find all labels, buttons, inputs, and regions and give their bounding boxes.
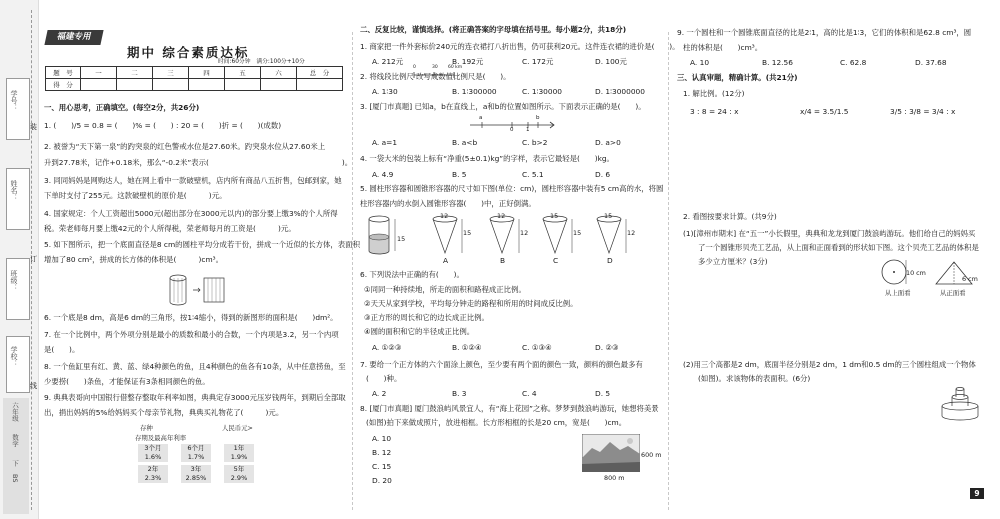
page-title: 期中 综合素质达标 [127,45,250,60]
c3-p1: 1. 解比例。(12分) [683,89,745,98]
rate-period: 5年 [224,465,254,474]
fig-d-diam: 15 [604,212,613,220]
c2-q6-item2: ②天天从家到学校，平均每分钟走的路程和所用的时间成反比例。 [364,299,578,308]
score-entry[interactable] [117,79,153,91]
c2-q2-opt-c: C. 1∶30000 [522,87,562,96]
top-view-diameter: 10 cm [906,269,926,277]
number-line-b: b [536,115,540,121]
front-view-caption: 从正面看 [940,289,966,297]
c3-q9-opt-b: B. 12.56 [762,58,793,67]
score-table-header-row [46,67,343,79]
score-cell: 三 [153,67,189,79]
c3-q9-line2: 柱的体积是( )cm³。 [683,43,763,52]
school-label: 学校： [10,346,18,367]
rate-period: 3个月 [138,444,168,453]
subject-tag: 数学 [11,434,19,447]
c1-q9-line1: 9. 典典表哥向中国银行借整存整取年利率如图，典典定存3000元压岁钱两年，到期后全部取 [44,393,346,402]
c2-q6-opt-d: D. ②③ [595,343,619,352]
score-entry[interactable] [189,79,225,91]
c2-q8-opt-a: A. 10 [372,434,392,443]
fig-a-diam: 12 [440,212,449,220]
c2-q4-opt-a: A. 4.9 [372,170,394,179]
c3-p2-q2-line2: (如图)。求该物体的表面积。(6分) [698,374,811,383]
cut-mark-3: 线 [30,382,37,390]
c2-q4: 4. 一袋大米的包装上标有“净重(5±0.1)kg”的字样，表示它最轻是( )kg。 [360,154,614,163]
student-id-label: 学号： [10,90,18,111]
rate-head-right: 人民币元> [222,424,253,432]
scale-label-30: 30 [432,65,438,70]
c3-p2-q2-line1: (2)用三个高都是2 dm，底面半径分别是2 dm，1 dm和0.5 dm的三个圆柱组成一个物体 [683,360,976,369]
score-cell: 一 [81,67,117,79]
class-label: 班级： [10,270,18,291]
c2-q6-opt-b: B. ①②④ [452,343,482,352]
c1-q2-line2: 升到27.78米，记作+0.18米，那么“-0.2米”表示( )。 [44,158,353,167]
rate-value: 1.7% [181,453,211,462]
c1-q1: 1. ( )/5 = 0.8 = ( )% = ( ) : 20 = ( )折 = ( )(成数) [44,121,282,130]
score-table-score-row [46,79,343,91]
c2-q3-opt-b: B. a<b [452,138,478,147]
fig-c-diam: 15 [550,212,559,220]
top-view-caption: 从上面看 [885,289,911,297]
c3-p2-q1-line2: 了一个圆锥形贝壳工艺品，从上面和正面看到的形状如下图。这个贝壳工艺品的体积是 [698,243,979,252]
c2-q8-opt-b: B. 12 [372,448,392,457]
fig-c-height: 15 [573,229,582,237]
c3-p2-q1-line1: (1)[漳州市期末] 在“五一”小长假里，典典和龙龙到厦门鼓浪屿游玩。他们给自己的妈妈买 [683,229,976,238]
score-entry[interactable] [153,79,189,91]
c2-q1-opt-b: B. 192元 [452,57,484,66]
stacked-cylinders-figure [938,380,982,424]
cut-mark-1: 装 [30,123,37,131]
c2-q7-opt-c: C. 4 [522,389,537,398]
score-cell: 题 号 [46,67,81,79]
c2-q7-line2: ( )种。 [366,374,402,383]
rate-period: 6个月 [181,444,211,453]
c2-q6-item3: ③正方形的周长和它的边长成正比例。 [364,313,489,322]
c2-q8-line2: (如图)拍下来做成照片，放进相框。长方形相框的长是20 cm，宽是( )cm。 [366,418,627,427]
number-line-a: a [479,115,483,121]
equation-1: 3 : 8 = 24 : x [690,107,739,116]
c1-q7-line2: 是( )。 [44,345,80,354]
c2-q3-opt-c: C. b>2 [522,138,548,147]
rate-value: 1.9% [224,453,254,462]
c2-q7-opt-d: D. 5 [595,389,611,398]
rate-value: 2.85% [181,474,211,483]
score-cell: 得 分 [46,79,81,91]
c1-q3-line2: 下单时支付了255元。这款破壁机的原价是( )元。 [44,191,227,200]
fig-b-height: 12 [520,229,529,237]
c2-q7-opt-b: B. 3 [452,389,467,398]
number-line-0: 0 [510,127,514,133]
rate-value: 2.9% [224,474,254,483]
c3-p2-q1-line3: 多少立方厘米？(3分) [698,257,768,266]
photo-width-label: 800 m [604,474,625,482]
c2-q2-opt-d: D. 1∶3000000 [595,87,645,96]
c2-q3-opt-d: D. a>0 [595,138,621,147]
column-divider-2 [668,32,669,510]
landscape-photo [582,434,640,472]
section-1-heading: 一、用心思考，正确填空。(每空2分，共26分) [44,103,200,112]
c3-q9-line1: 9. 一个圆柱和一个圆锥底面直径的比是2∶1，高的比是1∶3，它们的体积和是62.8 cm³，圆 [677,28,972,37]
score-cell: 五 [225,67,261,79]
edition-tag: BS [11,474,19,483]
section-3-heading: 三、认真审题，精确计算。(共21分) [677,73,798,82]
cylinder-split-figure [168,272,228,308]
equation-2: x/4 = 3.5/1.5 [800,107,849,116]
c1-q2-line1: 2. 被誉为“天下第一泉”的趵突泉的红色警戒水位是27.60米。趵突泉水位从27.60米上 [44,142,326,151]
photo-height-label: 600 m [641,451,662,459]
rate-period: 1年 [224,444,254,453]
fig-label-c: C [553,256,559,265]
c1-q5-line2: 增加了80 cm²，拼成的长方体的体积是( )cm³。 [44,255,224,264]
number-line-1: 1 [526,127,530,133]
score-entry[interactable] [81,79,117,91]
grade-tag-block [3,398,29,514]
score-entry[interactable] [225,79,261,91]
c3-q9-opt-a: A. 10 [690,58,710,67]
c2-q8-opt-d: D. 20 [372,476,392,485]
fig-d-height: 12 [627,229,636,237]
score-cell: 二 [117,67,153,79]
c2-q8-opt-c: C. 15 [372,462,392,471]
c2-q1: 1. 商家把一件外套标价240元的连衣裙打八折出售，仍可获利20元。这件连衣裙的进价是( )。 [360,42,680,51]
exam-meta: 时间:60分钟 满分:100分+10分 [218,59,305,65]
c1-q8-line1: 8. 一个鱼缸里有红、黄、蓝、绿4种颜色的鱼，且4种颜色的鱼各有10条，从中任意捞鱼，至 [44,362,346,371]
c1-q4-line1: 4. 国家规定：个人工资超出5000元(超出部分在3000元以内)的部分要上缴3%的个人所得 [44,209,338,218]
c2-q6-opt-c: C. ①③④ [522,343,552,352]
front-view-height: 6 cm [962,275,978,283]
c2-q1-opt-d: D. 100元 [595,57,627,66]
c2-q6-item1: ①同同一种持续地，所走的面积和路程成正比例。 [364,285,526,294]
rate-value: 1.6% [138,453,168,462]
c2-q4-opt-c: C. 5.1 [522,170,544,179]
score-table [45,66,343,91]
c2-q4-opt-d: D. 6 [595,170,611,179]
equation-3: 3/5 : 3/8 = 3/4 : x [890,107,956,116]
c1-q9-line2: 出，捐出妈妈的5%给妈妈买个母亲节礼物，典典买礼物花了( )元。 [44,408,284,417]
c2-q2: 2. 将线段比例尺 改写成数值比例尺是( )。 [360,72,511,81]
grade-tag: 六年级 [11,402,19,422]
c2-q2-opt-a: A. 1∶30 [372,87,398,96]
c1-q7-line1: 7. 在一个比例中，两个外项分别是最小的质数和最小的合数，一个内项是3.2，另一个内项 [44,330,339,339]
c2-q7-line1: 7. 要给一个正方体的六个面涂上颜色，至少要有两个面的颜色一致，颜料的颜色最多有 [360,360,643,369]
rate-period: 2年 [138,465,168,474]
c2-q5-line1: 5. 圆柱形容器和圆锥形容器的尺寸如下图(单位：cm)，圆柱形容器中装有5 cm高的水，将圆 [360,184,664,193]
c2-q3-opt-a: A. a=1 [372,138,398,147]
scale-label-60: 60 km [448,65,463,70]
c3-q9-opt-d: D. 37.68 [915,58,947,67]
c3-q9-opt-c: C. 62.8 [840,58,867,67]
name-label: 姓名： [10,180,18,201]
c2-q7-opt-a: A. 2 [372,389,387,398]
c2-q5-line2: 柱形容器内的水倒入圆锥形容器( )中，正好倒满。 [360,199,536,208]
c1-q6: 6. 一个底是8 dm，高是6 dm的三角形，按1∶4缩小，得到的新图形的面积是( )dm²。 [44,313,338,322]
score-cell: 四 [189,67,225,79]
page-number: 9 [970,488,984,499]
c2-q1-opt-c: C. 172元 [522,57,554,66]
region-banner: 福建专用 [44,30,103,45]
rate-value: 2.3% [138,474,168,483]
score-entry[interactable] [297,79,343,91]
c2-q4-opt-b: B. 5 [452,170,467,179]
column-divider-1 [352,32,353,510]
fig-b-diam: 12 [497,212,506,220]
c1-q5-line1: 5. 如下图所示，把一个底面直径是8 cm的圆柱平均分成若干份，拼成一个近似的长方体，表面积 [44,240,360,249]
fig-a-height: 15 [463,229,472,237]
c2-q8-line1: 8. [厦门市真题] 厦门鼓浪屿风景宜人，有“海上花园”之称。梦梦到鼓浪屿游玩，她想将美景 [360,404,659,413]
scale-label-0: 0 [413,65,416,70]
c2-q6: 6. 下列说法中正确的有( )。 [360,270,464,279]
cut-mark-2: 订 [30,255,37,263]
score-entry[interactable] [261,79,297,91]
scale-bar [412,71,456,79]
section-2-heading: 二、反复比较，谨慎选择。(将正确答案的字母填在括号里。每小题2分，共18分) [360,25,627,34]
c2-q3: 3. [厦门市真题] 已知a，b在直线上，a和b的位置如图所示。下面表示正确的是( )。 [360,102,646,111]
fig-label-d: D [607,256,613,265]
term-tag: 下 [11,460,19,467]
score-cell: 总 分 [297,67,343,79]
c1-q8-line2: 少要捞( )条鱼，才能保证有3条相同颜色的鱼。 [44,377,210,386]
rate-period: 3年 [181,465,211,474]
rate-head-left: 存种 [140,424,153,432]
c2-q2-opt-b: B. 1∶300000 [452,87,497,96]
c1-q4-line2: 税。荣老师每月要上缴42元的个人所得税，荣老师每月的工资是( )元。 [44,224,296,233]
c2-q1-opt-a: A. 212元 [372,57,404,66]
c2-q6-item4: ④圆的面积和它的半径成正比例。 [364,327,475,336]
fig-label-b: B [500,256,506,265]
fig-cyl-height: 15 [397,235,406,243]
c2-q6-opt-a: A. ①②③ [372,343,402,352]
c1-q3-line1: 3. 同同妈妈是网购达人，她在网上看中一款破壁机，店内所有商品八五折售，包邮到家，她 [44,176,342,185]
score-cell: 六 [261,67,297,79]
rate-subhead: 存期及最高年利率 [135,434,187,442]
fig-label-a: A [443,256,449,265]
c3-p2: 2. 看图按要求计算。(共9分) [683,212,777,221]
